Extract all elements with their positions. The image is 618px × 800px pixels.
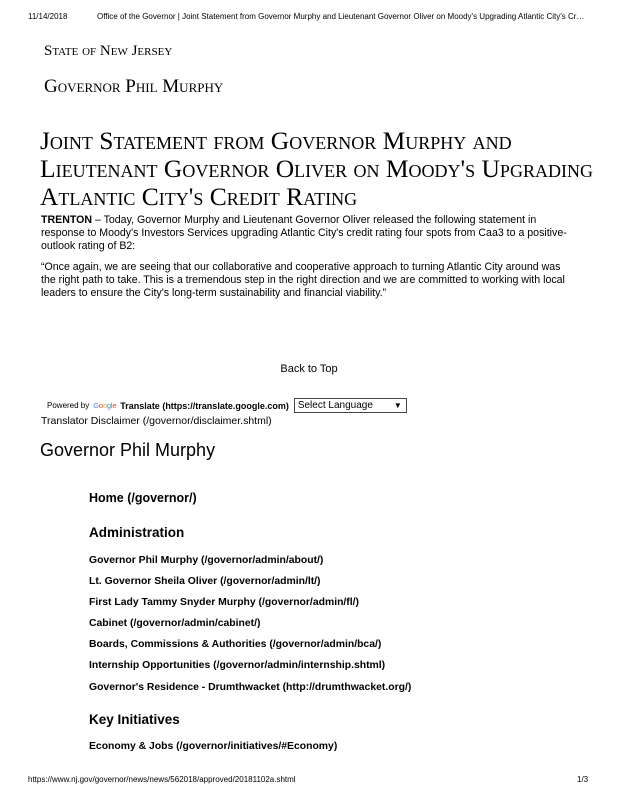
paragraph-text: response to Moody's Investors Services upgrading Atlantic City's credit rating four spots from Caa3 to a positive- [41, 227, 567, 240]
administration-heading: Administration [89, 525, 185, 540]
back-to-top-label[interactable]: Back to Top [280, 363, 338, 375]
footer-title: Governor Phil Murphy [40, 440, 216, 460]
governor-site-title-link[interactable]: Governor Phil Murphy [44, 76, 224, 97]
google-translate-widget [47, 398, 407, 413]
nav-link-residence[interactable]: Governor's Residence - Drumthwacket (http://drumthwacket.org/) [89, 682, 412, 693]
key-initiatives-heading: Key Initiatives [89, 712, 180, 727]
google-logo: Google [93, 401, 117, 410]
nav-link-lt-governor[interactable]: Lt. Governor Sheila Oliver (/governor/admin/lt/) [89, 576, 321, 587]
paragraph-text: – Today, Governor Murphy and Lieutenant Governor Oliver released the following statement in [92, 214, 537, 226]
nav-link-first-lady[interactable]: First Lady Tammy Snyder Murphy (/governor/admin/fl/) [89, 597, 360, 608]
paragraph-text: outlook rating of B2: [41, 240, 136, 253]
article-paragraph-1 [41, 214, 581, 253]
print-page-number: 1/3 [577, 775, 589, 784]
page-title [40, 127, 600, 211]
powered-by-label: Powered by [47, 401, 90, 410]
print-date: 11/14/2018 [28, 12, 68, 21]
print-url: https://www.nj.gov/governor/news/news/562018/approved/20181102a.shtml [28, 775, 296, 784]
nav-link-internship[interactable]: Internship Opportunities (/governor/admin/internship.shtml) [89, 660, 386, 671]
article-quote [41, 261, 581, 300]
dropdown-arrow-icon[interactable]: ▼ [393, 401, 402, 410]
google-translate-link[interactable]: Translate (https://translate.google.com) [120, 400, 289, 411]
title-line: Atlantic City's Credit Rating [40, 182, 358, 211]
title-line: Joint Statement from Governor Murphy and [40, 126, 512, 155]
nav-link-boards-commissions[interactable]: Boards, Commissions & Authorities (/governor/admin/bca/) [89, 639, 382, 650]
nav-link-cabinet[interactable]: Cabinet (/governor/admin/cabinet/) [89, 618, 261, 629]
translator-disclaimer-link[interactable]: Translator Disclaimer (/governor/disclaimer.shtml) [41, 415, 272, 427]
title-line: Lieutenant Governor Oliver on Moody's Upgrading [40, 154, 593, 183]
language-select-value: Select Language [297, 400, 373, 411]
quote-text: “Once again, we are seeing that our collaborative and cooperative approach to turning Atlantic City around was [41, 261, 561, 273]
nav-link-governor-about[interactable]: Governor Phil Murphy (/governor/admin/about/) [89, 555, 324, 566]
dateline: TRENTON [41, 214, 93, 226]
back-to-top-link[interactable] [0, 363, 618, 375]
quote-text: leaders to ensure the City's long-term sustainability and financial viability.” [41, 287, 387, 300]
language-select[interactable] [294, 398, 407, 413]
nav-link-economy-jobs[interactable]: Economy & Jobs (/governor/initiatives/#Economy) [89, 741, 338, 752]
state-of-new-jersey-link[interactable]: State of New Jersey [44, 43, 173, 59]
print-page-title: Office of the Governor | Joint Statement from Governor Murphy and Lieutenant Governor Oliver on Moody's Upgrading Atlantic City's Cr… [97, 12, 585, 21]
quote-text: the right path to take. This is a tremendous step in the right direction and we are committed to working with local [41, 274, 565, 287]
nav-home-link[interactable]: Home (/governor/) [89, 491, 197, 505]
